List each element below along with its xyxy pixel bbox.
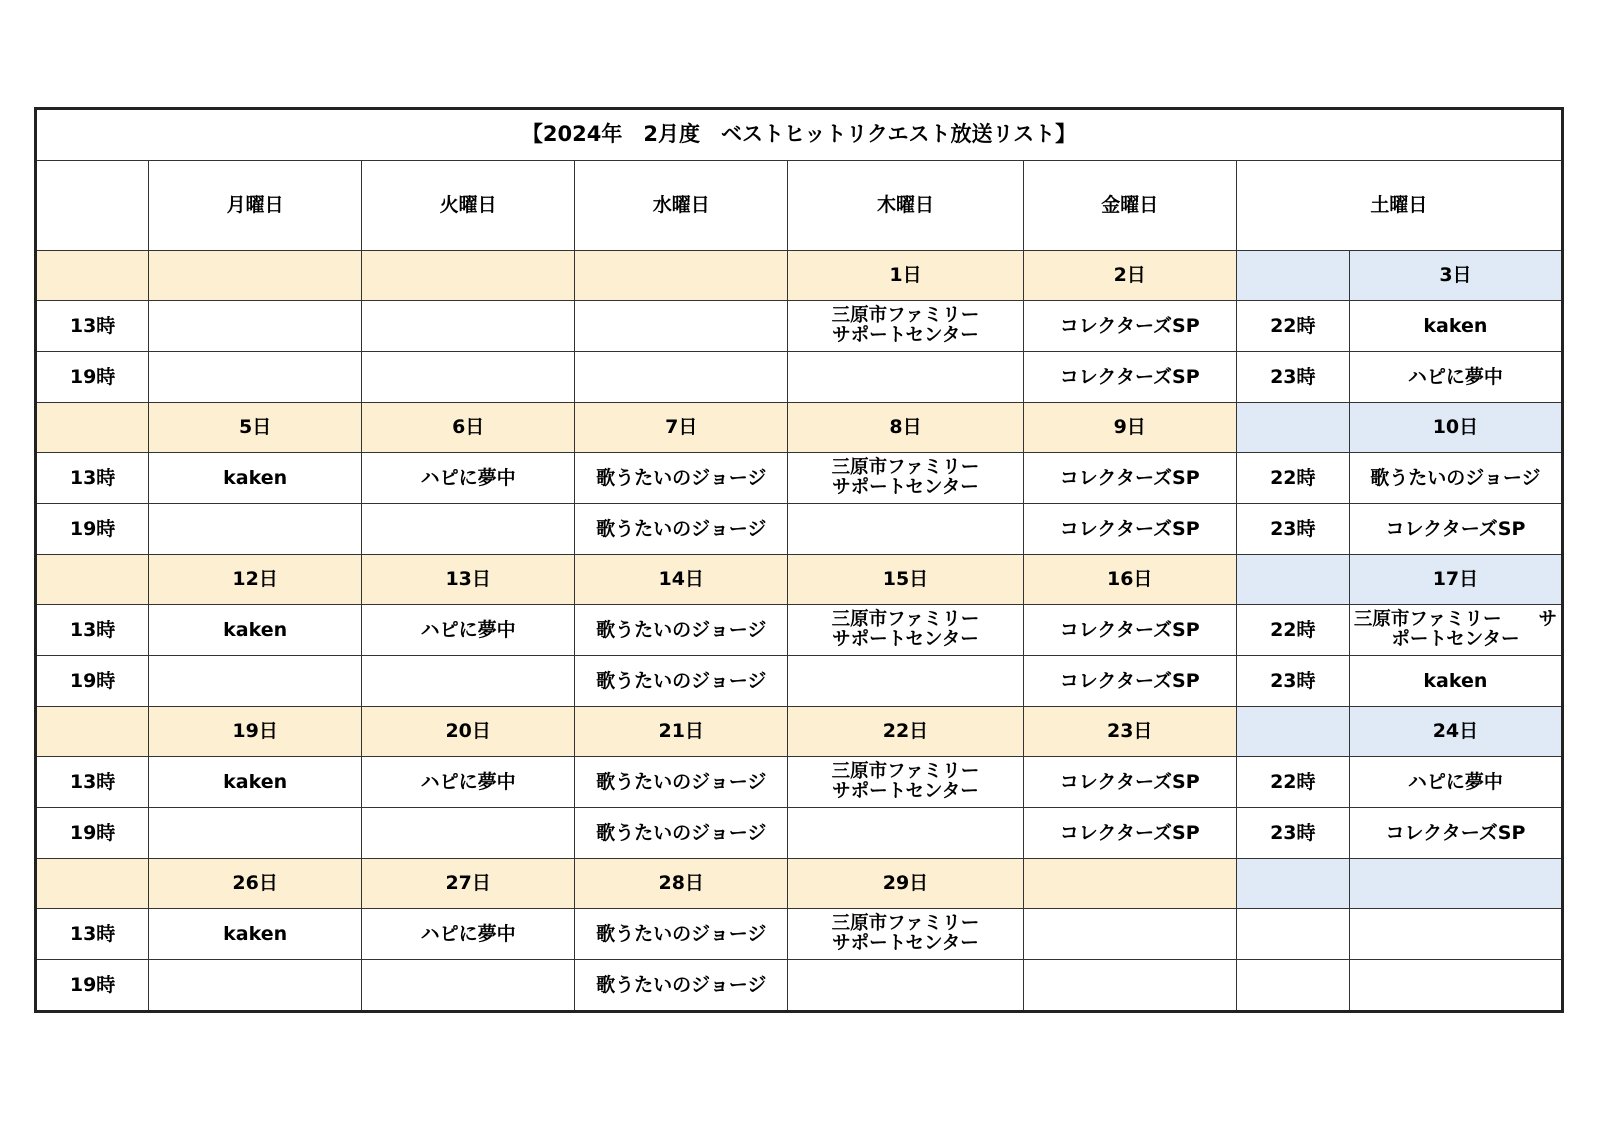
program-cell-monday <box>149 960 362 1012</box>
program-cell-thursday <box>788 605 1023 656</box>
program-cell-friday: コレクターズSP <box>1023 757 1236 808</box>
date-cell-monday: 19日 <box>149 707 362 757</box>
program-cell-saturday: ハピに夢中 <box>1349 352 1562 403</box>
date-cell-saturday: 17日 <box>1349 555 1562 605</box>
program-cell-thursday-text: 三原市ファミリー サポートセンター <box>831 457 980 498</box>
program-cell-saturday: kaken <box>1349 301 1562 352</box>
date-cell-thursday: 15日 <box>788 555 1023 605</box>
program-cell-thursday <box>788 301 1023 352</box>
time-label: 13時 <box>36 301 149 352</box>
program-cell-thursday <box>788 352 1023 403</box>
day-header-saturday: 土曜日 <box>1236 161 1562 251</box>
schedule-title: 【2024年 2月度 ベストヒットリクエスト放送リスト】 <box>36 109 1563 161</box>
program-cell-friday <box>1023 909 1236 960</box>
date-row-label <box>36 859 149 909</box>
date-cell-monday: 5日 <box>149 403 362 453</box>
time-slot-row <box>36 808 1563 859</box>
program-cell-wednesday: 歌うたいのジョージ <box>575 960 788 1012</box>
program-cell-thursday-text: 三原市ファミリー サポートセンター <box>831 609 980 650</box>
time-slot-row <box>36 909 1563 960</box>
date-cell-wednesday: 21日 <box>575 707 788 757</box>
program-cell-tuesday <box>362 301 575 352</box>
program-cell-wednesday: 歌うたいのジョージ <box>575 656 788 707</box>
program-cell-thursday <box>788 504 1023 555</box>
time-slot-row <box>36 301 1563 352</box>
program-cell-monday <box>149 301 362 352</box>
program-cell-friday: コレクターズSP <box>1023 504 1236 555</box>
day-header-row <box>36 161 1563 251</box>
time-label: 13時 <box>36 453 149 504</box>
date-row-label <box>36 403 149 453</box>
program-cell-wednesday: 歌うたいのジョージ <box>575 504 788 555</box>
date-cell-saturday: 3日 <box>1349 251 1562 301</box>
program-cell-friday: コレクターズSP <box>1023 301 1236 352</box>
date-cell-wednesday: 28日 <box>575 859 788 909</box>
day-header-wednesday: 水曜日 <box>575 161 788 251</box>
program-cell-saturday: 歌うたいのジョージ <box>1349 453 1562 504</box>
title-row <box>36 109 1563 161</box>
program-cell-monday: kaken <box>149 605 362 656</box>
date-cell-friday <box>1023 859 1236 909</box>
date-cell-monday: 12日 <box>149 555 362 605</box>
date-cell-wednesday <box>575 251 788 301</box>
date-row <box>36 251 1563 301</box>
date-cell-monday <box>149 251 362 301</box>
time-label: 19時 <box>36 504 149 555</box>
time-label: 13時 <box>36 909 149 960</box>
program-cell-friday <box>1023 960 1236 1012</box>
date-cell-wednesday: 14日 <box>575 555 788 605</box>
day-header-monday: 月曜日 <box>149 161 362 251</box>
saturday-time-label: 22時 <box>1236 605 1349 656</box>
program-cell-monday: kaken <box>149 909 362 960</box>
date-cell-monday: 26日 <box>149 859 362 909</box>
saturday-time-label: 23時 <box>1236 352 1349 403</box>
schedule-sheet <box>34 107 1564 1013</box>
day-header-tuesday: 火曜日 <box>362 161 575 251</box>
saturday-date-spacer <box>1236 251 1349 301</box>
program-cell-saturday <box>1349 960 1562 1012</box>
time-slot-row <box>36 656 1563 707</box>
program-cell-saturday: kaken <box>1349 656 1562 707</box>
program-cell-tuesday <box>362 504 575 555</box>
program-cell-tuesday: ハピに夢中 <box>362 605 575 656</box>
program-cell-saturday-text: 三原市ファミリー サ ポートセンター <box>1353 609 1557 650</box>
program-cell-saturday <box>1349 605 1562 656</box>
saturday-time-label: 22時 <box>1236 757 1349 808</box>
date-cell-thursday: 1日 <box>788 251 1023 301</box>
program-cell-monday <box>149 504 362 555</box>
program-cell-monday <box>149 352 362 403</box>
date-row <box>36 555 1563 605</box>
program-cell-saturday <box>1349 909 1562 960</box>
date-cell-tuesday: 27日 <box>362 859 575 909</box>
time-slot-row <box>36 504 1563 555</box>
saturday-time-label: 23時 <box>1236 504 1349 555</box>
time-label: 19時 <box>36 352 149 403</box>
program-cell-wednesday: 歌うたいのジョージ <box>575 605 788 656</box>
saturday-time-label <box>1236 909 1349 960</box>
saturday-date-spacer <box>1236 555 1349 605</box>
program-cell-thursday <box>788 656 1023 707</box>
program-cell-wednesday: 歌うたいのジョージ <box>575 757 788 808</box>
time-slot-row <box>36 453 1563 504</box>
day-header-friday: 金曜日 <box>1023 161 1236 251</box>
program-cell-saturday: ハピに夢中 <box>1349 757 1562 808</box>
saturday-time-label: 23時 <box>1236 656 1349 707</box>
program-cell-wednesday <box>575 301 788 352</box>
date-cell-friday: 9日 <box>1023 403 1236 453</box>
program-cell-wednesday <box>575 352 788 403</box>
program-cell-thursday <box>788 909 1023 960</box>
date-cell-tuesday <box>362 251 575 301</box>
date-cell-friday: 16日 <box>1023 555 1236 605</box>
date-cell-friday: 2日 <box>1023 251 1236 301</box>
program-cell-thursday <box>788 808 1023 859</box>
date-cell-friday: 23日 <box>1023 707 1236 757</box>
time-slot-row <box>36 960 1563 1012</box>
corner-cell <box>36 161 149 251</box>
program-cell-thursday <box>788 453 1023 504</box>
date-cell-thursday: 29日 <box>788 859 1023 909</box>
program-cell-friday: コレクターズSP <box>1023 808 1236 859</box>
program-cell-tuesday: ハピに夢中 <box>362 757 575 808</box>
program-cell-monday: kaken <box>149 453 362 504</box>
program-cell-tuesday <box>362 352 575 403</box>
saturday-date-spacer <box>1236 707 1349 757</box>
date-cell-tuesday: 20日 <box>362 707 575 757</box>
program-cell-monday: kaken <box>149 757 362 808</box>
program-cell-thursday <box>788 757 1023 808</box>
date-cell-tuesday: 13日 <box>362 555 575 605</box>
time-label: 13時 <box>36 605 149 656</box>
program-cell-friday: コレクターズSP <box>1023 656 1236 707</box>
date-cell-saturday <box>1349 859 1562 909</box>
saturday-time-label <box>1236 960 1349 1012</box>
date-cell-saturday: 24日 <box>1349 707 1562 757</box>
program-cell-tuesday <box>362 960 575 1012</box>
program-cell-saturday: コレクターズSP <box>1349 808 1562 859</box>
date-cell-wednesday: 7日 <box>575 403 788 453</box>
saturday-time-label: 22時 <box>1236 301 1349 352</box>
program-cell-thursday <box>788 960 1023 1012</box>
date-cell-saturday: 10日 <box>1349 403 1562 453</box>
program-cell-wednesday: 歌うたいのジョージ <box>575 909 788 960</box>
time-label: 19時 <box>36 808 149 859</box>
program-cell-tuesday <box>362 808 575 859</box>
program-cell-thursday-text: 三原市ファミリー サポートセンター <box>831 761 980 802</box>
saturday-time-label: 22時 <box>1236 453 1349 504</box>
program-cell-wednesday: 歌うたいのジョージ <box>575 808 788 859</box>
program-cell-monday <box>149 656 362 707</box>
date-row <box>36 859 1563 909</box>
saturday-date-spacer <box>1236 859 1349 909</box>
program-cell-monday <box>149 808 362 859</box>
time-slot-row <box>36 757 1563 808</box>
date-row-label <box>36 707 149 757</box>
program-cell-tuesday: ハピに夢中 <box>362 453 575 504</box>
saturday-time-label: 23時 <box>1236 808 1349 859</box>
time-label: 19時 <box>36 656 149 707</box>
date-cell-thursday: 22日 <box>788 707 1023 757</box>
day-header-thursday: 木曜日 <box>788 161 1023 251</box>
program-cell-friday: コレクターズSP <box>1023 605 1236 656</box>
program-cell-thursday-text: 三原市ファミリー サポートセンター <box>831 913 980 954</box>
program-cell-friday: コレクターズSP <box>1023 352 1236 403</box>
program-cell-friday: コレクターズSP <box>1023 453 1236 504</box>
date-cell-tuesday: 6日 <box>362 403 575 453</box>
time-slot-row <box>36 352 1563 403</box>
time-slot-row <box>36 605 1563 656</box>
date-row <box>36 403 1563 453</box>
saturday-date-spacer <box>1236 403 1349 453</box>
program-cell-thursday-text: 三原市ファミリー サポートセンター <box>831 305 980 346</box>
program-cell-saturday: コレクターズSP <box>1349 504 1562 555</box>
date-row-label <box>36 555 149 605</box>
broadcast-schedule-table <box>34 107 1564 1013</box>
program-cell-tuesday: ハピに夢中 <box>362 909 575 960</box>
date-row <box>36 707 1563 757</box>
program-cell-tuesday <box>362 656 575 707</box>
time-label: 13時 <box>36 757 149 808</box>
time-label: 19時 <box>36 960 149 1012</box>
program-cell-wednesday: 歌うたいのジョージ <box>575 453 788 504</box>
date-row-label <box>36 251 149 301</box>
date-cell-thursday: 8日 <box>788 403 1023 453</box>
